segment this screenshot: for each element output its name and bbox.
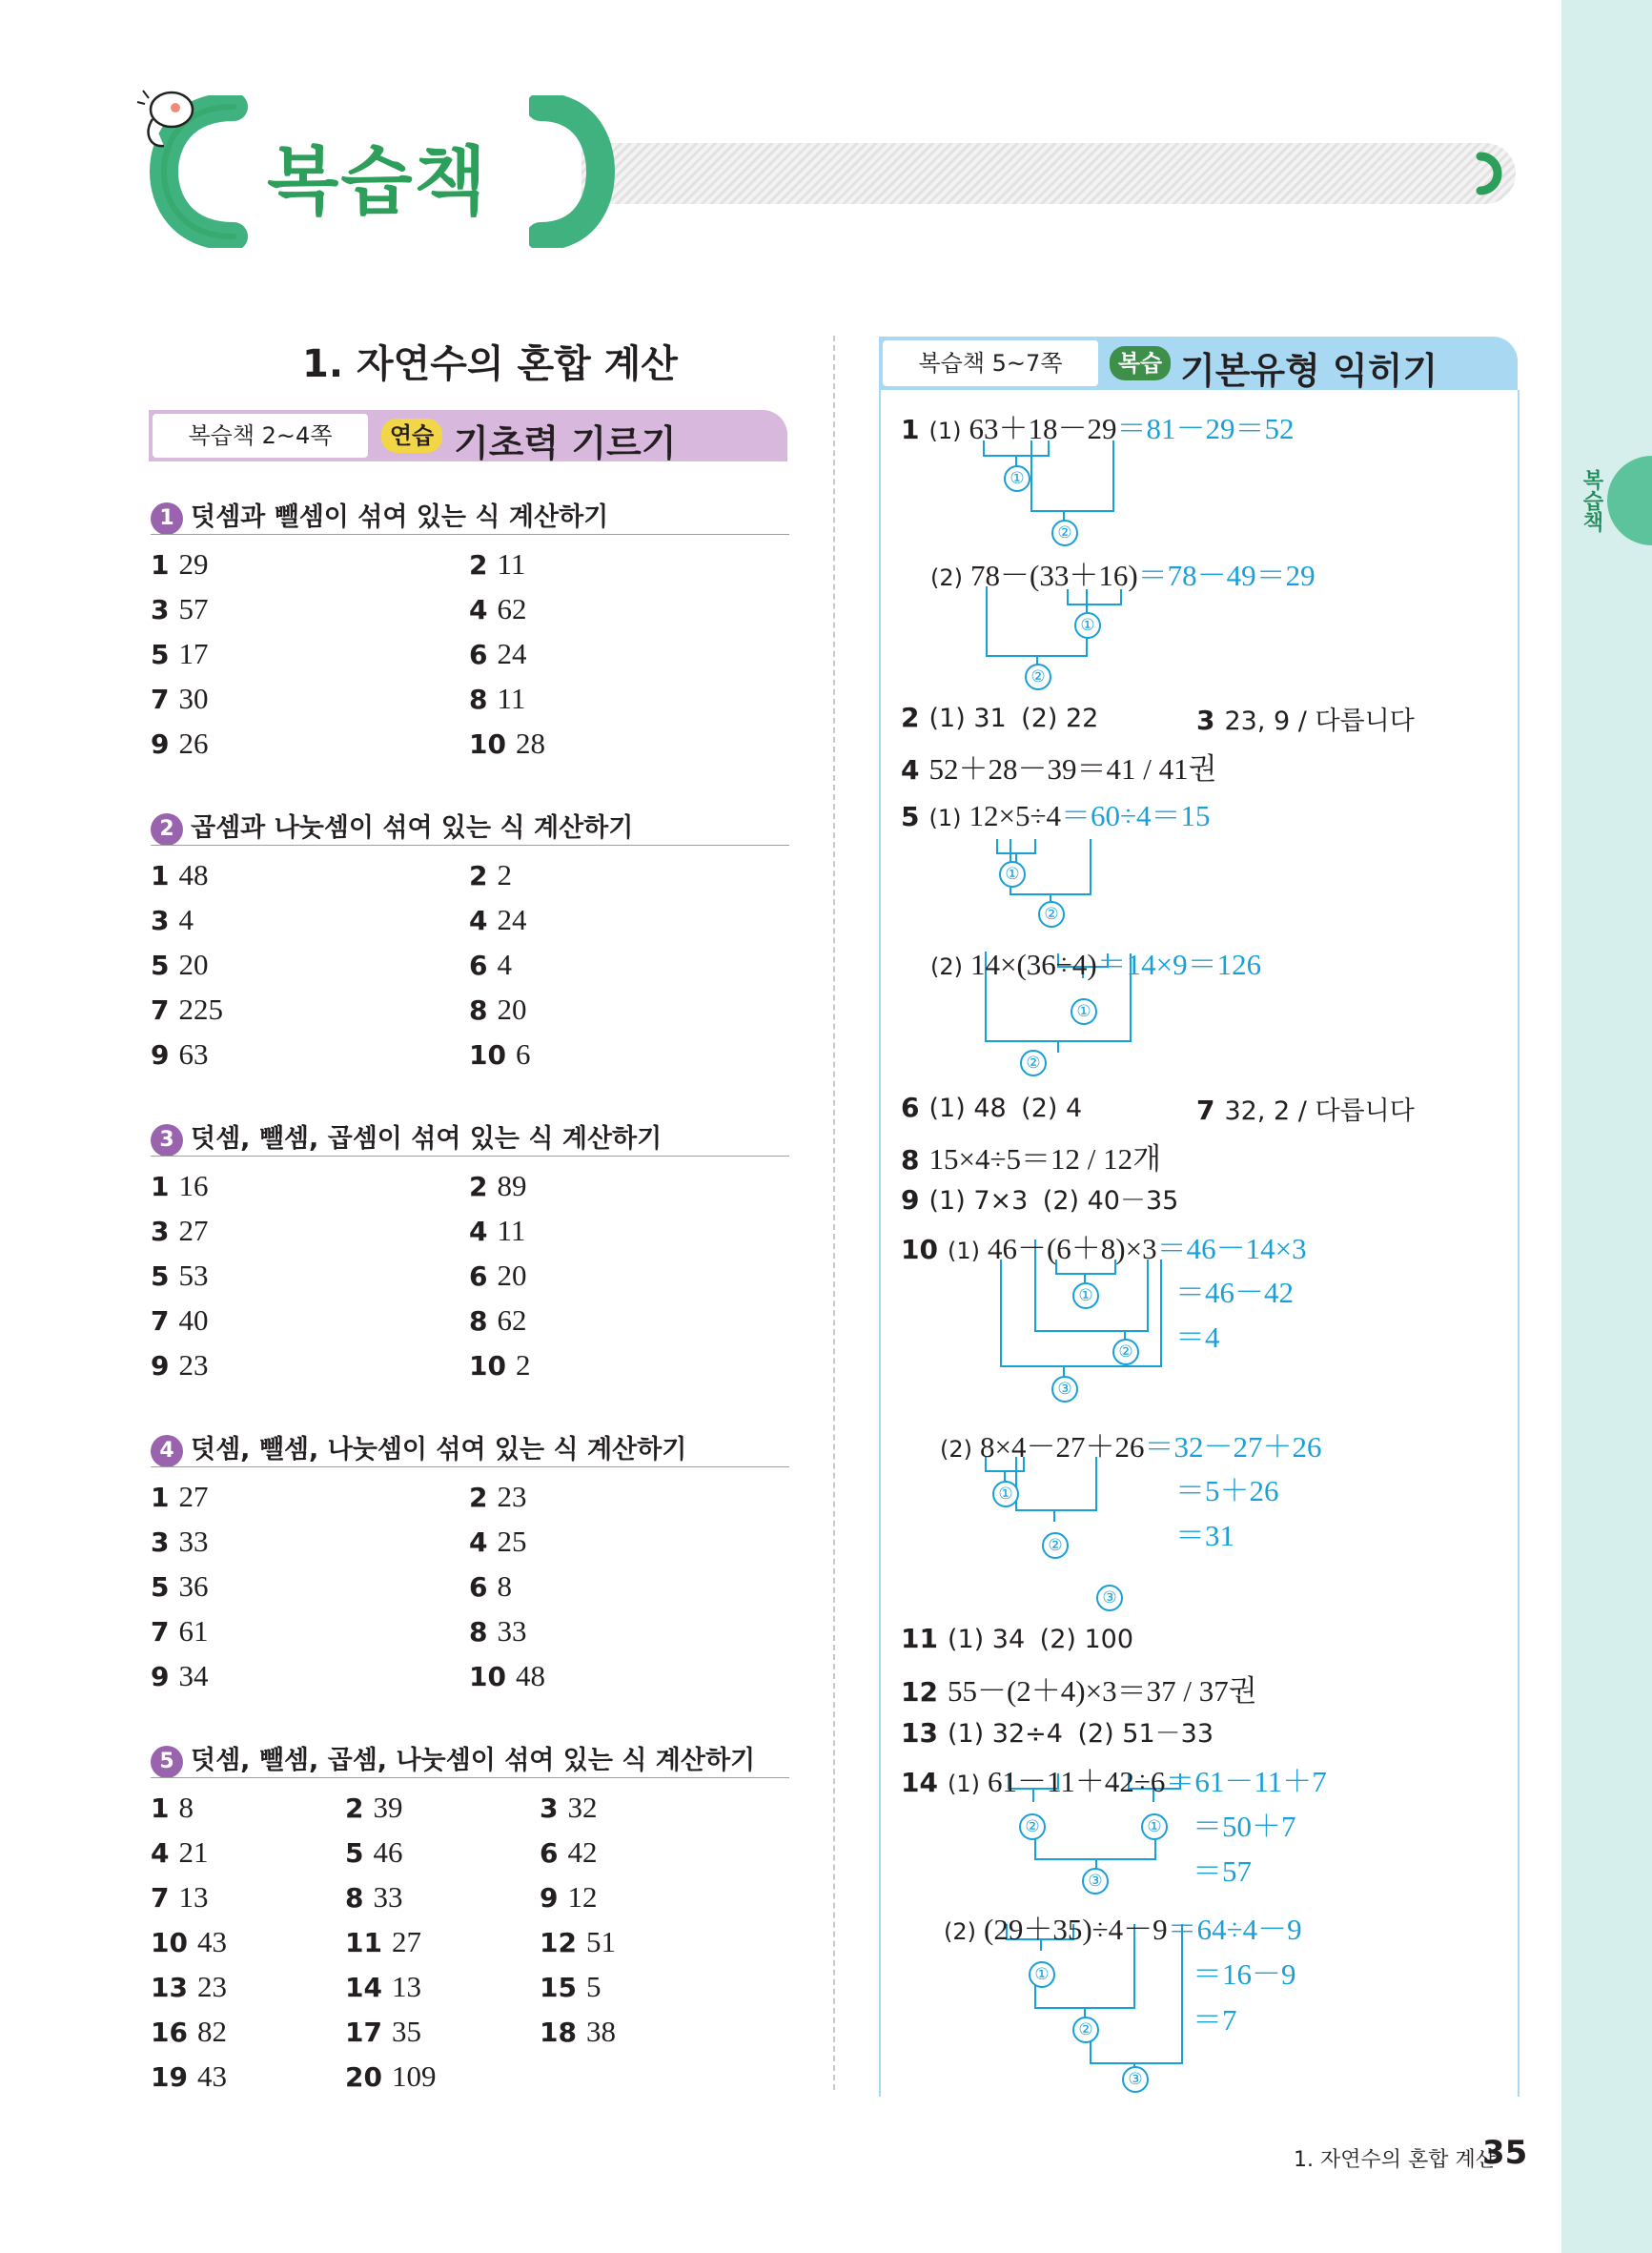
section-number-badge: 4	[151, 1435, 183, 1467]
section-title: 덧셈과 뺄셈이 섞여 있는 식 계산하기	[191, 502, 609, 532]
answer-value: 29	[178, 547, 209, 581]
step-marker: ①	[1074, 612, 1101, 639]
review-title: 기본유형 익히기	[1180, 350, 1438, 392]
answer-number: 9	[151, 1350, 170, 1382]
answer-value: 89	[497, 1169, 527, 1202]
answer-value: 48	[515, 1659, 545, 1692]
answer-number: 6	[469, 950, 488, 981]
answer-value: 24	[497, 637, 527, 670]
answer-number: 6	[540, 1837, 559, 1869]
answer-number: 3	[540, 1792, 559, 1824]
answer-value: 6	[515, 1037, 531, 1071]
answer-value: 23	[178, 1348, 209, 1382]
answer-value: 13	[391, 1970, 421, 2003]
answer-value: 36	[178, 1569, 209, 1603]
answer-number: 6	[469, 1260, 488, 1292]
answer-number: 4	[469, 1526, 488, 1558]
step-marker: ②	[1020, 1050, 1047, 1076]
header-title: 복습책	[267, 139, 489, 225]
step-marker: ①	[1141, 1813, 1168, 1840]
answer-value: 2	[515, 1348, 531, 1382]
answer-value: 109	[391, 2059, 437, 2093]
answer-line: 3 23, 9 / 다릅니다	[1196, 705, 1415, 736]
answer-number: 5	[151, 1571, 170, 1603]
step-marker: ②	[1019, 1813, 1046, 1840]
answer-value: 225	[178, 993, 223, 1026]
chapter-title: 1. 자연수의 혼합 계산	[302, 342, 678, 386]
answer-number: 11	[345, 1927, 382, 1958]
step-marker: ②	[1038, 901, 1065, 928]
step-marker: ③	[1096, 1585, 1123, 1611]
answer-value: 62	[497, 592, 527, 625]
step-marker: ①	[1029, 1961, 1055, 1988]
answer-number: 2	[469, 549, 488, 581]
answer-value: 48	[178, 858, 209, 891]
answer-line: 6 (1) 48 (2) 4	[901, 1092, 1083, 1123]
answer-number: 10	[469, 1661, 506, 1692]
review-badge: 복습	[1110, 346, 1171, 380]
footer-chapter: 1. 자연수의 혼합 계산	[1294, 2148, 1496, 2172]
page-number: 35	[1482, 2134, 1528, 2172]
answer-line: 10 (1) 46－(6＋8)×3＝46－14×3	[901, 1232, 1307, 1265]
answer-value: 63	[178, 1037, 209, 1071]
step-marker: ②	[1112, 1339, 1139, 1365]
step-marker: ③	[1082, 1868, 1109, 1895]
answer-number: 5	[151, 950, 170, 981]
answer-number: 4	[469, 1216, 488, 1247]
answer-value: 4	[178, 903, 194, 936]
answer-value: 20	[497, 1259, 527, 1292]
answer-value: 13	[178, 1880, 209, 1914]
answer-value: 34	[178, 1659, 209, 1692]
answer-value: 8	[497, 1569, 512, 1603]
answer-number: 1	[151, 1792, 170, 1824]
answer-number: 10	[469, 1039, 506, 1071]
answer-value: 51	[585, 1925, 616, 1958]
step-marker: ③	[1051, 1376, 1078, 1403]
answer-number: 6	[469, 639, 488, 670]
answer-line: 7 32, 2 / 다릅니다	[1196, 1095, 1415, 1126]
answer-value: 12	[567, 1880, 598, 1914]
answer-value: 8	[178, 1791, 194, 1824]
answer-value: 20	[178, 948, 209, 981]
section-title: 곱셈과 나눗셈이 섞여 있는 식 계산하기	[191, 813, 634, 843]
answer-number: 6	[469, 1571, 488, 1603]
answer-number: 9	[540, 1882, 559, 1914]
section-number-badge: 2	[151, 813, 183, 846]
answer-continuation: ＝46－42	[1175, 1276, 1294, 1309]
answer-value: 40	[178, 1303, 209, 1337]
answer-number: 7	[151, 684, 170, 715]
answer-number: 7	[151, 1305, 170, 1337]
answer-number: 7	[151, 1616, 170, 1648]
section-title: 덧셈, 뺄셈, 곱셈이 섞여 있는 식 계산하기	[191, 1124, 663, 1154]
answer-number: 20	[345, 2061, 382, 2093]
answer-number: 3	[151, 1216, 170, 1247]
answer-number: 14	[345, 1972, 382, 2003]
answer-number: 7	[151, 994, 170, 1026]
answer-number: 5	[345, 1837, 364, 1869]
step-marker: ②	[1042, 1532, 1069, 1559]
answer-number: 2	[469, 1482, 488, 1513]
answer-value: 5	[585, 1970, 602, 2003]
step-marker: ②	[1025, 664, 1051, 690]
answer-number: 4	[469, 594, 488, 625]
answer-line: 13 (1) 32÷4 (2) 51－33	[901, 1717, 1214, 1749]
answer-number: 3	[151, 1526, 170, 1558]
answer-value: 27	[391, 1925, 421, 1958]
answer-line: (2) 14×(36÷4)＝14×9＝126	[930, 948, 1262, 981]
answer-line: 11 (1) 34 (2) 100	[901, 1623, 1134, 1654]
answer-value: 33	[373, 1880, 403, 1914]
answer-value: 25	[497, 1525, 527, 1558]
answer-line: 5 (1) 12×5÷4＝60÷4＝15	[901, 799, 1211, 832]
answer-value: 43	[196, 1925, 227, 1958]
answer-number: 5	[151, 1260, 170, 1292]
answer-continuation: ＝7	[1193, 2003, 1237, 2037]
answer-line: (2) (29＋35)÷4－9＝64÷4－9	[944, 1913, 1302, 1946]
answer-value: 30	[178, 682, 209, 715]
answer-value: 24	[497, 903, 527, 936]
side-tab-label: 복습책	[1580, 469, 1603, 532]
answer-continuation: ＝57	[1193, 1854, 1252, 1888]
step-marker: ①	[1071, 998, 1097, 1025]
answer-line: 12 55－(2＋4)×3＝37 / 37권	[901, 1674, 1257, 1708]
answer-value: 23	[497, 1480, 527, 1513]
answer-number: 8	[469, 994, 488, 1026]
answer-continuation: ＝4	[1175, 1321, 1220, 1354]
section-number-badge: 3	[151, 1124, 183, 1157]
answer-number: 2	[469, 860, 488, 891]
answer-value: 61	[178, 1614, 209, 1648]
answer-number: 1	[151, 1482, 170, 1513]
answer-line: 2 (1) 31 (2) 22	[901, 702, 1099, 733]
step-marker: ②	[1051, 520, 1078, 546]
answer-value: 33	[497, 1614, 527, 1648]
answer-value: 32	[567, 1791, 598, 1824]
answer-number: 8	[469, 1305, 488, 1337]
answer-value: 62	[497, 1303, 527, 1337]
answer-value: 53	[178, 1259, 209, 1292]
answer-number: 1	[151, 860, 170, 891]
answer-value: 35	[391, 2015, 421, 2048]
answer-continuation: ＝31	[1175, 1519, 1234, 1552]
answer-number: 5	[151, 639, 170, 670]
answer-continuation: ＝50＋7	[1193, 1810, 1296, 1843]
answer-value: 27	[178, 1214, 209, 1247]
answer-value: 17	[178, 637, 209, 670]
answer-value: 27	[178, 1480, 209, 1513]
answer-number: 1	[151, 1171, 170, 1202]
answer-number: 15	[540, 1972, 577, 2003]
answer-number: 1	[151, 549, 170, 581]
answer-line: 4 52＋28－39＝41 / 41권	[901, 752, 1217, 786]
answer-value: 16	[178, 1169, 209, 1202]
answer-value: 82	[196, 2015, 227, 2048]
answer-number: 10	[469, 728, 506, 760]
answer-value: 28	[515, 727, 545, 760]
section-title: 덧셈, 뺄셈, 곱셈, 나눗셈이 섞여 있는 식 계산하기	[191, 1746, 756, 1775]
practice-title: 기초력 기르기	[454, 422, 677, 464]
answer-number: 8	[469, 1616, 488, 1648]
answer-line: 1 (1) 63＋18－29＝81－29＝52	[901, 412, 1295, 445]
answer-value: 2	[497, 858, 512, 891]
answer-number: 9	[151, 728, 170, 760]
answer-number: 2	[469, 1171, 488, 1202]
answer-line: 8 15×4÷5＝12 / 12개	[901, 1142, 1162, 1176]
answer-number: 13	[151, 1972, 188, 2003]
step-marker: ③	[1122, 2066, 1149, 2093]
answer-line: 14 (1) 61－11＋42÷6＝61－11＋7	[901, 1765, 1327, 1798]
answer-value: 43	[196, 2059, 227, 2093]
step-marker: ②	[1072, 2017, 1099, 2043]
answer-number: 2	[345, 1792, 364, 1824]
answer-number: 19	[151, 2061, 188, 2093]
answer-value: 33	[178, 1525, 209, 1558]
answer-value: 57	[178, 592, 209, 625]
step-marker: ①	[999, 861, 1026, 888]
practice-badge: 연습	[381, 419, 442, 453]
answer-value: 42	[567, 1835, 598, 1869]
answer-value: 4	[497, 948, 512, 981]
answer-value: 39	[373, 1791, 403, 1824]
answer-line: (2) 8×4－27＋26＝32－27＋26	[940, 1430, 1322, 1464]
answer-number: 17	[345, 2017, 382, 2048]
answer-number: 4	[151, 1837, 170, 1869]
practice-pages: 복습책 2~4쪽	[153, 414, 368, 458]
answer-number: 18	[540, 2017, 577, 2048]
answer-number: 9	[151, 1039, 170, 1071]
answer-value: 11	[497, 1214, 526, 1247]
answer-line: (2) 78－(33＋16)＝78－49＝29	[930, 559, 1315, 592]
answer-continuation: ＝16－9	[1193, 1957, 1296, 1991]
section-number-badge: 5	[151, 1746, 183, 1778]
answer-value: 38	[585, 2015, 616, 2048]
answer-number: 10	[151, 1927, 188, 1958]
answer-number: 8	[345, 1882, 364, 1914]
step-marker: ①	[992, 1481, 1019, 1507]
review-pages: 복습책 5~7쪽	[883, 340, 1098, 386]
step-marker: ①	[1072, 1282, 1099, 1309]
answer-number: 16	[151, 2017, 188, 2048]
answer-line: 9 (1) 7×3 (2) 40－35	[901, 1184, 1179, 1216]
answer-value: 21	[178, 1835, 209, 1869]
answer-number: 10	[469, 1350, 506, 1382]
answer-number: 7	[151, 1882, 170, 1914]
answer-number: 4	[469, 905, 488, 936]
answer-number: 3	[151, 905, 170, 936]
answer-value: 23	[196, 1970, 227, 2003]
answer-number: 9	[151, 1661, 170, 1692]
answer-value: 26	[178, 727, 209, 760]
section-title: 덧셈, 뺄셈, 나눗셈이 섞여 있는 식 계산하기	[191, 1435, 687, 1464]
answer-number: 3	[151, 594, 170, 625]
answer-value: 11	[497, 682, 526, 715]
answer-value: 20	[497, 993, 527, 1026]
answer-number: 8	[469, 684, 488, 715]
answer-value: 11	[497, 547, 526, 581]
answer-number: 12	[540, 1927, 577, 1958]
answer-continuation: ＝5＋26	[1175, 1474, 1279, 1507]
section-number-badge: 1	[151, 502, 183, 535]
step-marker: ①	[1004, 465, 1030, 492]
answer-value: 46	[373, 1835, 403, 1869]
